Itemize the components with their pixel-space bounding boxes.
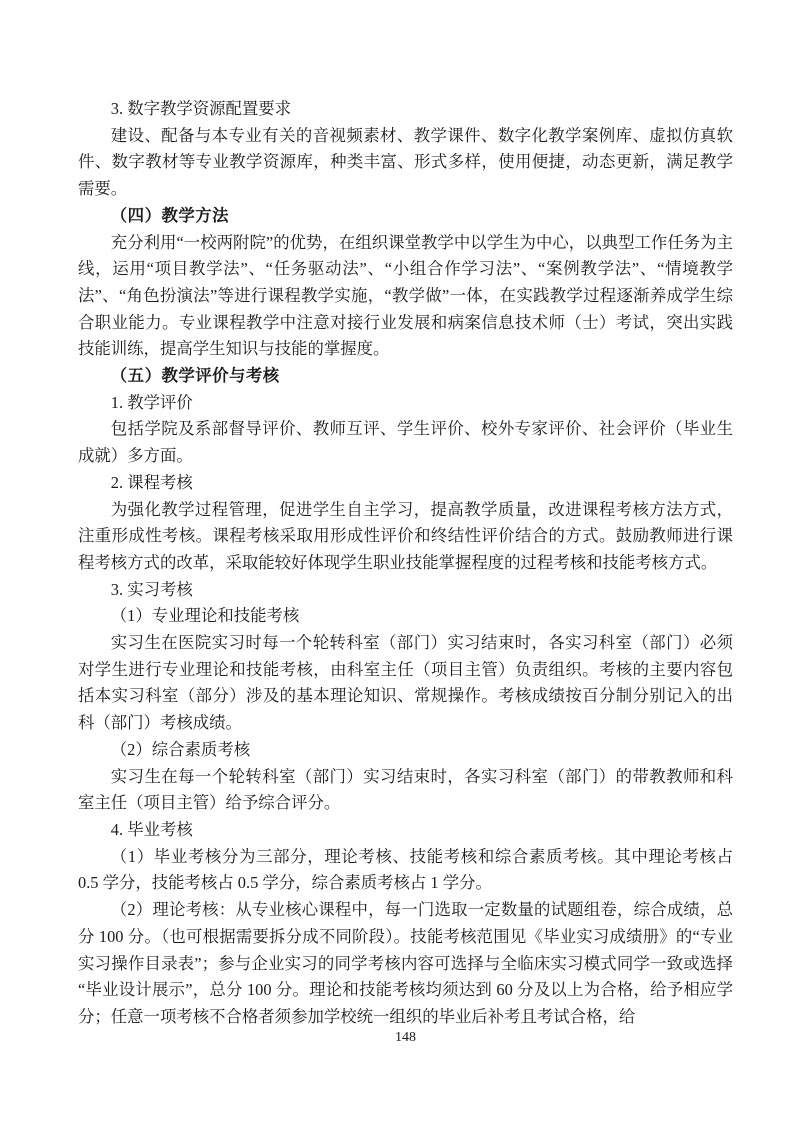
numbered-subheading: （1）专业理论和技能考核: [110, 606, 300, 626]
numbered-subheading: （2）综合素质考核: [110, 739, 251, 759]
paragraph: 包括学院及系部督导评价、教师互评、学生评价、校外专家评价、社会评价（毕业生成就）多方面。: [78, 419, 733, 466]
numbered-subheading: 2. 课程考核: [110, 472, 193, 492]
numbered-subheading: 3. 实习考核: [110, 579, 193, 599]
document-body: [78, 96, 733, 1031]
numbered-subheading: 4. 毕业考核: [110, 819, 193, 839]
section-heading: （五）教学评价与考核: [110, 367, 280, 386]
numbered-subheading: 3. 数字教学资源配置要求: [110, 99, 292, 118]
paragraph: 实习生在每一个轮转科室（部门）实习结束时，各实习科室（部门）的带教教师和科室主任（项目主管）给予综合评分。: [78, 766, 733, 813]
section-heading: （四）教学方法: [110, 206, 230, 225]
paragraph: （1）毕业考核分为三部分，理论考核、技能考核和综合素质考核。其中理论考核占 0.5 学分，技能考核占 0.5 学分，综合素质考核占 1 学分。: [78, 846, 733, 893]
page-number: 148: [395, 1030, 416, 1045]
paragraph: （2）理论考核：从专业核心课程中，每一门选取一定数量的试题组卷，综合成绩，总分 100 分。（也可根据需要拆分成不同阶段）。技能考核范围见《毕业实习成绩册》的“专业实习操作目录表”；参与企业实习的同学考核内容可选择与全临床实习模式同学一致或选择“毕业设计展示”，总分 100 分。理论和技能考核均须达到 60 分及以上为合格，给予相应学分；任意一项考核不合格者须参加学校统一组织的毕业后补考且考试合格，给: [78, 900, 733, 1026]
paragraph: 充分利用“一校两附院”的优势，在组织课堂教学中以学生为中心，以典型工作任务为主线，运用“项目教学法”、“任务驱动法”、“小组合作学习法”、“案例教学法”、“情境教学法”、“角色扮演法”等进行课程教学实施，“教学做”一体，在实践教学过程逐渐养成学生综合职业能力。专业课程教学中注意对接行业发展和病案信息技术师（士）考试，突出实践技能训练，提高学生知识与技能的掌握度。: [78, 232, 733, 359]
paragraph: 建设、配备与本专业有关的音视频素材、教学课件、数字化教学案例库、虚拟仿真软件、数字教材等专业教学资源库，种类丰富、形式多样，使用便捷，动态更新，满足教学需要。: [78, 125, 733, 199]
paragraph: 为强化教学过程管理，促进学生自主学习，提高教学质量，改进课程考核方法方式，注重形成性考核。课程考核采取用形成性评价和终结性评价结合的方式。鼓励教师进行课程考核方式的改革，采取能较好体现学生职业技能掌握程度的过程考核和技能考核方式。: [78, 499, 733, 572]
numbered-subheading: 1. 教学评价: [110, 392, 193, 412]
paragraph: 实习生在医院实习时每一个轮转科室（部门）实习结束时，各实习科室（部门）必须对学生进行专业理论和技能考核，由科室主任（项目主管）负责组织。考核的主要内容包括本实习科室（部分）涉及的基本理论知识、常规操作。考核成绩按百分制分别记入的出科（部门）考核成绩。: [78, 633, 733, 733]
